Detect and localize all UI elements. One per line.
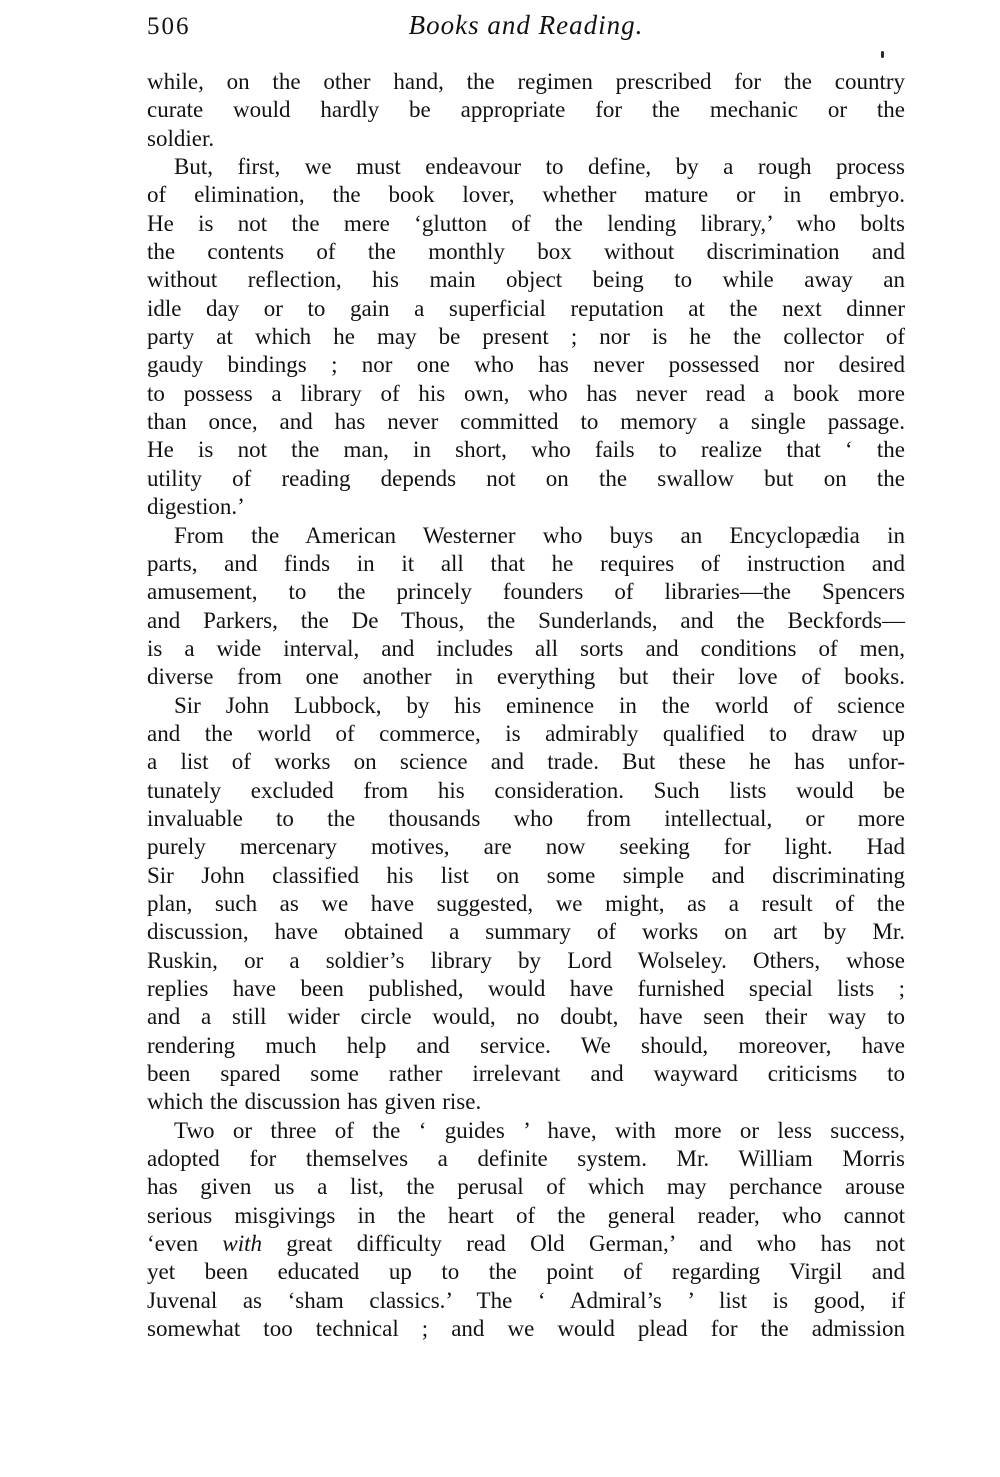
text-line: purely mercenary motives, are now seeking for light. Had xyxy=(147,834,905,860)
text-line: and the world of commerce, is admirably qualified to draw up xyxy=(147,720,905,746)
text-line: to possess a library of his own, who has never read a book more xyxy=(147,380,905,406)
page-header xyxy=(147,10,905,52)
text-line: rendering much help and service. We should, moreover, have xyxy=(147,1032,905,1058)
paragraph xyxy=(147,153,905,521)
running-title: Books and Reading. xyxy=(408,10,644,40)
text-line: soldier. xyxy=(147,125,215,151)
text-line: serious misgivings in the heart of the general reader, who cannot xyxy=(147,1202,905,1228)
text-line: of elimination, the book lover, whether mature or in embryo. xyxy=(147,182,905,208)
text-line: is a wide interval, and includes all sorts and conditions of men, xyxy=(147,635,905,661)
text-line: He is not the man, in short, who fails to realize that ‘ the xyxy=(147,437,905,463)
text-line: the contents of the monthly box without discrimination and xyxy=(147,239,905,265)
text-line: diverse from one another in everything but their love of books. xyxy=(147,664,905,690)
scan-speck xyxy=(881,51,884,58)
text-line: Sir John Lubbock, by his eminence in the world of science xyxy=(174,692,905,718)
text-line: But, first, we must endeavour to define, by a rough process xyxy=(174,154,905,180)
text-line: has given us a list, the perusal of which may perchance arouse xyxy=(147,1174,905,1200)
text-line: gaudy bindings ; nor one who has never possessed nor desired xyxy=(147,352,905,378)
text-line: and Parkers, the De Thous, the Sunderlands, and the Beckfords— xyxy=(147,607,905,633)
text-line: Ruskin, or a soldier’s library by Lord Wolseley. Others, whose xyxy=(147,947,905,973)
text-line: while, on the other hand, the regimen prescribed for the country xyxy=(147,69,905,94)
text-line: parts, and finds in it all that he requires of instruction and xyxy=(147,550,905,576)
paragraph xyxy=(147,692,905,1117)
text-line: tunately excluded from his consideration. Such lists would be xyxy=(147,777,905,803)
text-line: Juvenal as ‘sham classics.’ The ‘ Admiral’s ’ list is good, if xyxy=(147,1287,905,1313)
text-line: and a still wider circle would, no doubt, have seen their way to xyxy=(147,1004,905,1030)
text-line: discussion, have obtained a summary of works on art by Mr. xyxy=(147,919,905,945)
text-line: somewhat too technical ; and we would plead for the admission xyxy=(147,1316,905,1342)
text-line: utility of reading depends not on the swallow but on the xyxy=(147,465,905,491)
text-line: idle day or to gain a superficial reputation at the next dinner xyxy=(147,295,905,321)
text-line: adopted for themselves a definite system. Mr. William Morris xyxy=(147,1146,905,1172)
text-line: amusement, to the princely founders of libraries—the Spencers xyxy=(147,579,905,605)
paragraph xyxy=(147,68,905,153)
text-line: He is not the mere ‘glutton of the lending library,’ who bolts xyxy=(147,210,905,236)
text-line: invaluable to the thousands who from intellectual, or more xyxy=(147,805,905,831)
text-line: replies have been published, would have furnished special lists ; xyxy=(147,976,905,1001)
text-line: curate would hardly be appropriate for the mechanic or the xyxy=(147,97,905,123)
text-line: ‘even with great difficulty read Old German,’ and who has not xyxy=(147,1231,905,1257)
text-line: been spared some rather irrelevant and wayward criticisms to xyxy=(147,1061,905,1087)
text-line: party at which he may be present ; nor is he the collector of xyxy=(147,324,905,350)
text-line: without reflection, his main object being to while away an xyxy=(147,267,905,293)
text-line: yet been educated up to the point of regarding Virgil and xyxy=(147,1259,905,1285)
paragraph xyxy=(147,1117,905,1344)
text-body xyxy=(147,68,905,1343)
text-line: Sir John classified his list on some simple and discriminating xyxy=(147,862,905,888)
text-line: From the American Westerner who buys an Encyclopædia in xyxy=(174,522,905,548)
page-number: 506 xyxy=(147,13,191,40)
text-line: a list of works on science and trade. But these he has unfor- xyxy=(147,749,905,775)
text-line: digestion.’ xyxy=(147,494,245,520)
text-line: Two or three of the ‘ guides ’ have, with more or less success, xyxy=(174,1117,905,1143)
paragraph xyxy=(147,522,905,692)
text-line: which the discussion has given rise. xyxy=(147,1089,482,1115)
text-line: plan, such as we have suggested, we might, as a result of the xyxy=(147,890,905,916)
text-line: than once, and has never committed to memory a single passage. xyxy=(147,409,905,435)
